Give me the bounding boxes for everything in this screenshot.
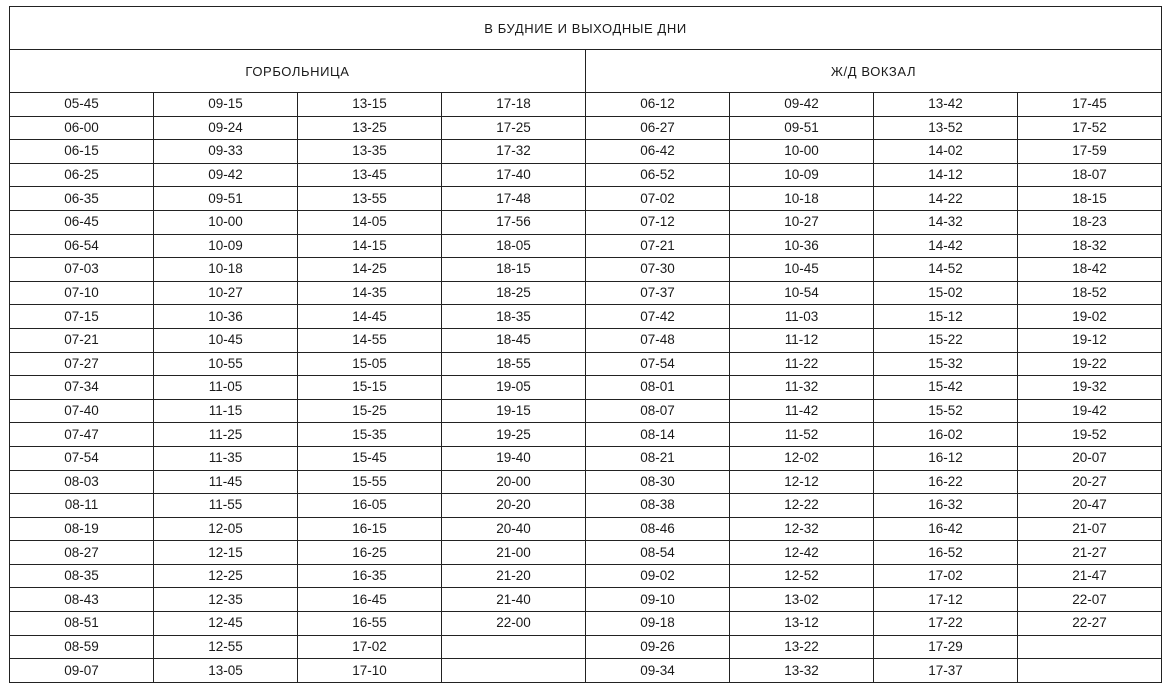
departure-time-gorbolnitsa: 19-15 xyxy=(442,399,586,423)
departure-time-zhd-vokzal: 19-32 xyxy=(1018,376,1162,400)
departure-time-gorbolnitsa: 20-00 xyxy=(442,470,586,494)
departure-time-gorbolnitsa: 21-20 xyxy=(442,564,586,588)
departure-time-zhd-vokzal: 08-07 xyxy=(586,399,730,423)
departure-time-zhd-vokzal: 21-27 xyxy=(1018,541,1162,565)
table-row xyxy=(10,234,1162,258)
departure-time-gorbolnitsa: 10-18 xyxy=(154,258,298,282)
departure-time-gorbolnitsa: 09-24 xyxy=(154,116,298,140)
departure-time-zhd-vokzal: 09-18 xyxy=(586,612,730,636)
departure-time-gorbolnitsa: 09-42 xyxy=(154,163,298,187)
departure-time-zhd-vokzal: 17-12 xyxy=(874,588,1018,612)
table-row xyxy=(10,588,1162,612)
departure-time-zhd-vokzal: 09-10 xyxy=(586,588,730,612)
departure-time-gorbolnitsa: 12-15 xyxy=(154,541,298,565)
departure-time-zhd-vokzal: 14-42 xyxy=(874,234,1018,258)
table-row xyxy=(10,564,1162,588)
departure-time-zhd-vokzal: 08-21 xyxy=(586,446,730,470)
departure-time-gorbolnitsa: 11-05 xyxy=(154,376,298,400)
timetable-body xyxy=(10,93,1162,683)
departure-time-zhd-vokzal: 17-59 xyxy=(1018,140,1162,164)
departure-time-zhd-vokzal: 12-32 xyxy=(730,517,874,541)
departure-time-zhd-vokzal: 22-27 xyxy=(1018,612,1162,636)
departure-time-gorbolnitsa: 12-25 xyxy=(154,564,298,588)
departure-time-zhd-vokzal: 15-32 xyxy=(874,352,1018,376)
departure-time-gorbolnitsa: 18-45 xyxy=(442,328,586,352)
departure-time-zhd-vokzal: 18-32 xyxy=(1018,234,1162,258)
departure-time-gorbolnitsa: 18-55 xyxy=(442,352,586,376)
departure-time-gorbolnitsa: 08-59 xyxy=(10,635,154,659)
departure-time-zhd-vokzal: 10-54 xyxy=(730,281,874,305)
departure-time-gorbolnitsa: 20-20 xyxy=(442,494,586,518)
station-header-row xyxy=(10,50,1162,93)
departure-time-zhd-vokzal: 14-52 xyxy=(874,258,1018,282)
departure-time-gorbolnitsa: 12-55 xyxy=(154,635,298,659)
departure-time-gorbolnitsa: 07-10 xyxy=(10,281,154,305)
departure-time-zhd-vokzal: 21-07 xyxy=(1018,517,1162,541)
departure-time-gorbolnitsa: 10-45 xyxy=(154,328,298,352)
departure-time-zhd-vokzal: 19-02 xyxy=(1018,305,1162,329)
departure-time-gorbolnitsa: 15-15 xyxy=(298,376,442,400)
departure-time-gorbolnitsa: 14-55 xyxy=(298,328,442,352)
departure-time-zhd-vokzal: 09-34 xyxy=(586,659,730,683)
departure-time-gorbolnitsa: 13-25 xyxy=(298,116,442,140)
table-row xyxy=(10,328,1162,352)
table-row xyxy=(10,352,1162,376)
departure-time-zhd-vokzal: 18-42 xyxy=(1018,258,1162,282)
departure-time-zhd-vokzal: 10-27 xyxy=(730,210,874,234)
departure-time-gorbolnitsa: 17-40 xyxy=(442,163,586,187)
departure-time-zhd-vokzal xyxy=(1018,659,1162,683)
table-row xyxy=(10,140,1162,164)
departure-time-zhd-vokzal: 09-02 xyxy=(586,564,730,588)
departure-time-gorbolnitsa: 11-15 xyxy=(154,399,298,423)
departure-time-zhd-vokzal: 11-42 xyxy=(730,399,874,423)
departure-time-zhd-vokzal: 07-37 xyxy=(586,281,730,305)
departure-time-gorbolnitsa: 09-15 xyxy=(154,93,298,117)
departure-time-zhd-vokzal: 22-07 xyxy=(1018,588,1162,612)
departure-time-gorbolnitsa: 10-36 xyxy=(154,305,298,329)
departure-time-gorbolnitsa: 12-05 xyxy=(154,517,298,541)
table-row xyxy=(10,446,1162,470)
departure-time-gorbolnitsa: 18-15 xyxy=(442,258,586,282)
departure-time-zhd-vokzal: 08-14 xyxy=(586,423,730,447)
departure-time-gorbolnitsa: 17-48 xyxy=(442,187,586,211)
departure-time-gorbolnitsa: 10-00 xyxy=(154,210,298,234)
departure-time-zhd-vokzal: 19-52 xyxy=(1018,423,1162,447)
departure-time-gorbolnitsa: 21-00 xyxy=(442,541,586,565)
departure-time-gorbolnitsa: 10-27 xyxy=(154,281,298,305)
departure-time-gorbolnitsa: 10-55 xyxy=(154,352,298,376)
departure-time-zhd-vokzal: 10-09 xyxy=(730,163,874,187)
table-row xyxy=(10,93,1162,117)
departure-time-gorbolnitsa: 19-05 xyxy=(442,376,586,400)
departure-time-gorbolnitsa xyxy=(442,635,586,659)
page-title: В БУДНИЕ И ВЫХОДНЫЕ ДНИ xyxy=(10,7,1162,50)
departure-time-zhd-vokzal: 06-27 xyxy=(586,116,730,140)
departure-time-zhd-vokzal: 16-52 xyxy=(874,541,1018,565)
departure-time-gorbolnitsa: 07-54 xyxy=(10,446,154,470)
departure-time-zhd-vokzal: 18-52 xyxy=(1018,281,1162,305)
departure-time-zhd-vokzal: 14-32 xyxy=(874,210,1018,234)
departure-time-zhd-vokzal: 16-42 xyxy=(874,517,1018,541)
departure-time-gorbolnitsa: 20-40 xyxy=(442,517,586,541)
table-row xyxy=(10,517,1162,541)
departure-time-gorbolnitsa: 14-45 xyxy=(298,305,442,329)
departure-time-zhd-vokzal: 08-46 xyxy=(586,517,730,541)
departure-time-gorbolnitsa: 17-02 xyxy=(298,635,442,659)
departure-time-zhd-vokzal: 07-42 xyxy=(586,305,730,329)
departure-time-zhd-vokzal: 13-02 xyxy=(730,588,874,612)
departure-time-zhd-vokzal: 18-07 xyxy=(1018,163,1162,187)
departure-time-gorbolnitsa: 16-05 xyxy=(298,494,442,518)
departure-time-gorbolnitsa: 07-34 xyxy=(10,376,154,400)
departure-time-gorbolnitsa: 15-35 xyxy=(298,423,442,447)
departure-time-gorbolnitsa: 15-05 xyxy=(298,352,442,376)
departure-time-zhd-vokzal: 11-52 xyxy=(730,423,874,447)
departure-time-zhd-vokzal: 15-52 xyxy=(874,399,1018,423)
table-row xyxy=(10,210,1162,234)
departure-time-zhd-vokzal: 12-22 xyxy=(730,494,874,518)
departure-time-gorbolnitsa: 08-51 xyxy=(10,612,154,636)
table-row xyxy=(10,258,1162,282)
departure-time-zhd-vokzal: 08-38 xyxy=(586,494,730,518)
departure-time-gorbolnitsa: 07-40 xyxy=(10,399,154,423)
departure-time-zhd-vokzal: 07-30 xyxy=(586,258,730,282)
table-row xyxy=(10,541,1162,565)
departure-time-gorbolnitsa: 07-21 xyxy=(10,328,154,352)
departure-time-gorbolnitsa: 07-15 xyxy=(10,305,154,329)
departure-time-zhd-vokzal: 10-36 xyxy=(730,234,874,258)
departure-time-gorbolnitsa: 16-45 xyxy=(298,588,442,612)
departure-time-zhd-vokzal: 17-02 xyxy=(874,564,1018,588)
departure-time-zhd-vokzal: 07-21 xyxy=(586,234,730,258)
departure-time-gorbolnitsa: 06-54 xyxy=(10,234,154,258)
departure-time-zhd-vokzal: 13-32 xyxy=(730,659,874,683)
departure-time-gorbolnitsa: 16-15 xyxy=(298,517,442,541)
departure-time-gorbolnitsa: 11-55 xyxy=(154,494,298,518)
departure-time-zhd-vokzal: 07-48 xyxy=(586,328,730,352)
departure-time-zhd-vokzal: 16-02 xyxy=(874,423,1018,447)
departure-time-zhd-vokzal: 11-12 xyxy=(730,328,874,352)
departure-time-zhd-vokzal: 13-12 xyxy=(730,612,874,636)
departure-time-zhd-vokzal: 12-42 xyxy=(730,541,874,565)
departure-time-gorbolnitsa: 06-15 xyxy=(10,140,154,164)
departure-time-gorbolnitsa: 06-25 xyxy=(10,163,154,187)
departure-time-gorbolnitsa: 17-18 xyxy=(442,93,586,117)
departure-time-zhd-vokzal xyxy=(1018,635,1162,659)
departure-time-zhd-vokzal: 11-32 xyxy=(730,376,874,400)
departure-time-zhd-vokzal: 17-37 xyxy=(874,659,1018,683)
departure-time-zhd-vokzal: 14-12 xyxy=(874,163,1018,187)
departure-time-zhd-vokzal: 13-22 xyxy=(730,635,874,659)
departure-time-zhd-vokzal: 14-02 xyxy=(874,140,1018,164)
departure-time-gorbolnitsa: 16-55 xyxy=(298,612,442,636)
departure-time-gorbolnitsa: 09-07 xyxy=(10,659,154,683)
table-row xyxy=(10,612,1162,636)
table-row xyxy=(10,399,1162,423)
table-row xyxy=(10,635,1162,659)
departure-time-zhd-vokzal: 16-22 xyxy=(874,470,1018,494)
departure-time-gorbolnitsa xyxy=(442,659,586,683)
departure-time-gorbolnitsa: 17-10 xyxy=(298,659,442,683)
departure-time-gorbolnitsa: 06-00 xyxy=(10,116,154,140)
departure-time-zhd-vokzal: 08-30 xyxy=(586,470,730,494)
departure-time-gorbolnitsa: 13-35 xyxy=(298,140,442,164)
departure-time-zhd-vokzal: 15-02 xyxy=(874,281,1018,305)
table-row xyxy=(10,494,1162,518)
departure-time-gorbolnitsa: 15-25 xyxy=(298,399,442,423)
departure-time-zhd-vokzal: 10-00 xyxy=(730,140,874,164)
timetable xyxy=(9,6,1162,683)
departure-time-gorbolnitsa: 08-11 xyxy=(10,494,154,518)
departure-time-gorbolnitsa: 06-35 xyxy=(10,187,154,211)
departure-time-zhd-vokzal: 15-22 xyxy=(874,328,1018,352)
departure-time-zhd-vokzal: 12-02 xyxy=(730,446,874,470)
departure-time-gorbolnitsa: 08-43 xyxy=(10,588,154,612)
departure-time-gorbolnitsa: 13-15 xyxy=(298,93,442,117)
table-row xyxy=(10,423,1162,447)
departure-time-zhd-vokzal: 12-12 xyxy=(730,470,874,494)
title-row xyxy=(10,7,1162,50)
departure-time-gorbolnitsa: 16-25 xyxy=(298,541,442,565)
departure-time-zhd-vokzal: 15-42 xyxy=(874,376,1018,400)
departure-time-zhd-vokzal: 06-12 xyxy=(586,93,730,117)
departure-time-zhd-vokzal: 08-54 xyxy=(586,541,730,565)
departure-time-gorbolnitsa: 11-35 xyxy=(154,446,298,470)
departure-time-zhd-vokzal: 07-12 xyxy=(586,210,730,234)
departure-time-zhd-vokzal: 06-52 xyxy=(586,163,730,187)
departure-time-zhd-vokzal: 09-26 xyxy=(586,635,730,659)
station-header-zhd-vokzal: Ж/Д ВОКЗАЛ xyxy=(586,50,1162,93)
departure-time-gorbolnitsa: 13-45 xyxy=(298,163,442,187)
departure-time-zhd-vokzal: 13-42 xyxy=(874,93,1018,117)
departure-time-zhd-vokzal: 07-54 xyxy=(586,352,730,376)
departure-time-zhd-vokzal: 19-12 xyxy=(1018,328,1162,352)
departure-time-zhd-vokzal: 08-01 xyxy=(586,376,730,400)
departure-time-zhd-vokzal: 13-52 xyxy=(874,116,1018,140)
departure-time-zhd-vokzal: 21-47 xyxy=(1018,564,1162,588)
departure-time-zhd-vokzal: 07-02 xyxy=(586,187,730,211)
departure-time-gorbolnitsa: 12-45 xyxy=(154,612,298,636)
table-row xyxy=(10,659,1162,683)
departure-time-zhd-vokzal: 20-47 xyxy=(1018,494,1162,518)
departure-time-zhd-vokzal: 17-22 xyxy=(874,612,1018,636)
departure-time-zhd-vokzal: 14-22 xyxy=(874,187,1018,211)
departure-time-gorbolnitsa: 15-55 xyxy=(298,470,442,494)
departure-time-zhd-vokzal: 12-52 xyxy=(730,564,874,588)
departure-time-zhd-vokzal: 15-12 xyxy=(874,305,1018,329)
departure-time-zhd-vokzal: 09-51 xyxy=(730,116,874,140)
departure-time-gorbolnitsa: 17-32 xyxy=(442,140,586,164)
departure-time-gorbolnitsa: 10-09 xyxy=(154,234,298,258)
departure-time-zhd-vokzal: 20-27 xyxy=(1018,470,1162,494)
table-row xyxy=(10,116,1162,140)
departure-time-zhd-vokzal: 16-12 xyxy=(874,446,1018,470)
departure-time-gorbolnitsa: 08-27 xyxy=(10,541,154,565)
departure-time-gorbolnitsa: 19-25 xyxy=(442,423,586,447)
departure-time-zhd-vokzal: 11-03 xyxy=(730,305,874,329)
departure-time-gorbolnitsa: 13-05 xyxy=(154,659,298,683)
departure-time-gorbolnitsa: 13-55 xyxy=(298,187,442,211)
table-row xyxy=(10,281,1162,305)
departure-time-gorbolnitsa: 12-35 xyxy=(154,588,298,612)
departure-time-gorbolnitsa: 19-40 xyxy=(442,446,586,470)
departure-time-gorbolnitsa: 14-05 xyxy=(298,210,442,234)
departure-time-gorbolnitsa: 18-25 xyxy=(442,281,586,305)
departure-time-zhd-vokzal: 17-29 xyxy=(874,635,1018,659)
departure-time-gorbolnitsa: 14-25 xyxy=(298,258,442,282)
departure-time-gorbolnitsa: 06-45 xyxy=(10,210,154,234)
table-row xyxy=(10,187,1162,211)
departure-time-zhd-vokzal: 06-42 xyxy=(586,140,730,164)
departure-time-zhd-vokzal: 20-07 xyxy=(1018,446,1162,470)
departure-time-gorbolnitsa: 14-15 xyxy=(298,234,442,258)
departure-time-gorbolnitsa: 18-35 xyxy=(442,305,586,329)
departure-time-zhd-vokzal: 18-23 xyxy=(1018,210,1162,234)
departure-time-gorbolnitsa: 17-25 xyxy=(442,116,586,140)
departure-time-gorbolnitsa: 15-45 xyxy=(298,446,442,470)
departure-time-gorbolnitsa: 08-35 xyxy=(10,564,154,588)
departure-time-gorbolnitsa: 21-40 xyxy=(442,588,586,612)
departure-time-zhd-vokzal: 16-32 xyxy=(874,494,1018,518)
departure-time-gorbolnitsa: 09-51 xyxy=(154,187,298,211)
departure-time-gorbolnitsa: 16-35 xyxy=(298,564,442,588)
departure-time-zhd-vokzal: 10-45 xyxy=(730,258,874,282)
departure-time-gorbolnitsa: 07-03 xyxy=(10,258,154,282)
departure-time-gorbolnitsa: 07-27 xyxy=(10,352,154,376)
departure-time-zhd-vokzal: 19-22 xyxy=(1018,352,1162,376)
departure-time-zhd-vokzal: 18-15 xyxy=(1018,187,1162,211)
table-row xyxy=(10,470,1162,494)
table-row xyxy=(10,305,1162,329)
departure-time-gorbolnitsa: 08-19 xyxy=(10,517,154,541)
departure-time-gorbolnitsa: 22-00 xyxy=(442,612,586,636)
departure-time-gorbolnitsa: 14-35 xyxy=(298,281,442,305)
departure-time-gorbolnitsa: 17-56 xyxy=(442,210,586,234)
table-row xyxy=(10,163,1162,187)
departure-time-gorbolnitsa: 07-47 xyxy=(10,423,154,447)
departure-time-zhd-vokzal: 09-42 xyxy=(730,93,874,117)
departure-time-zhd-vokzal: 17-45 xyxy=(1018,93,1162,117)
departure-time-zhd-vokzal: 17-52 xyxy=(1018,116,1162,140)
departure-time-zhd-vokzal: 10-18 xyxy=(730,187,874,211)
departure-time-gorbolnitsa: 09-33 xyxy=(154,140,298,164)
departure-time-zhd-vokzal: 19-42 xyxy=(1018,399,1162,423)
departure-time-gorbolnitsa: 08-03 xyxy=(10,470,154,494)
departure-time-zhd-vokzal: 11-22 xyxy=(730,352,874,376)
departure-time-gorbolnitsa: 11-25 xyxy=(154,423,298,447)
station-header-gorbolnitsa: ГОРБОЛЬНИЦА xyxy=(10,50,586,93)
departure-time-gorbolnitsa: 05-45 xyxy=(10,93,154,117)
departure-time-gorbolnitsa: 18-05 xyxy=(442,234,586,258)
table-row xyxy=(10,376,1162,400)
departure-time-gorbolnitsa: 11-45 xyxy=(154,470,298,494)
